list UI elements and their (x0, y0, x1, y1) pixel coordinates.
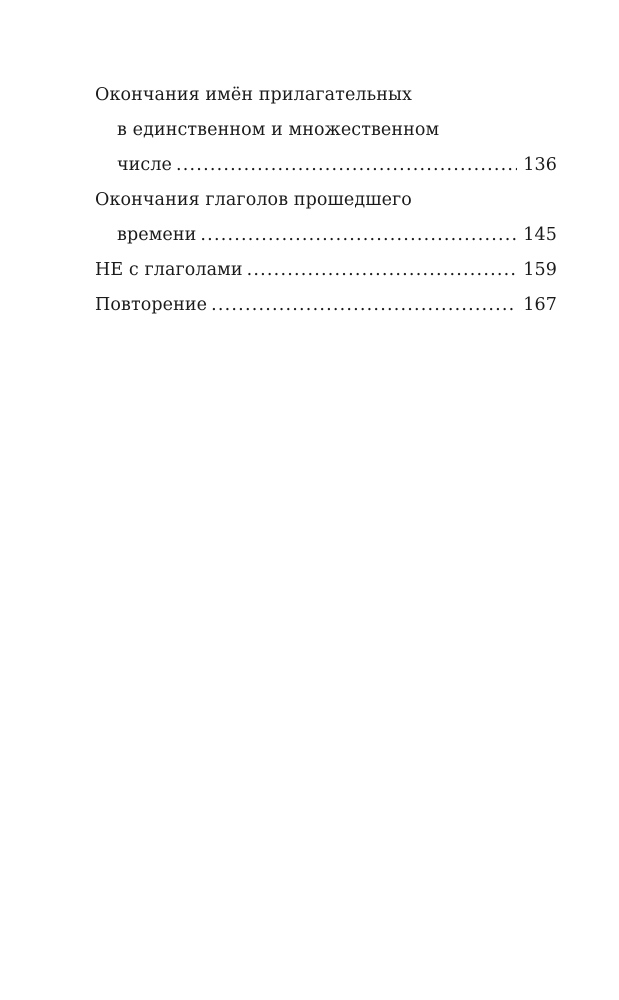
toc-entry-last-line (95, 148, 557, 183)
toc-page-number: 159 (523, 260, 557, 280)
toc-page-number: 145 (523, 225, 557, 245)
toc-entry-review[interactable] (95, 288, 557, 323)
toc-entry-title: НЕ с глаголами (95, 260, 243, 280)
toc-entry-title: в единственном и множественном (117, 120, 440, 140)
toc-entry-title: Окончания имён прилагательных (95, 85, 413, 105)
dot-leader (211, 288, 517, 323)
toc-entry-title: числе (117, 155, 173, 175)
toc-page-number: 167 (523, 295, 557, 315)
table-of-contents (95, 78, 557, 323)
toc-entry-title-line (95, 78, 557, 113)
toc-entry-title-line (95, 183, 557, 218)
dot-leader (200, 218, 517, 253)
dot-leader (247, 253, 518, 288)
toc-entry-adjective-endings[interactable] (95, 78, 557, 183)
toc-page-number: 136 (523, 155, 557, 175)
toc-entry-last-line (95, 288, 557, 323)
toc-entry-title-line (95, 113, 557, 148)
toc-entry-ne-with-verbs[interactable] (95, 253, 557, 288)
toc-entry-last-line (95, 218, 557, 253)
toc-entry-title: времени (117, 225, 197, 245)
toc-entry-title: Окончания глаголов прошедшего (95, 190, 412, 210)
toc-entry-title: Повторение (95, 295, 208, 315)
dot-leader (176, 148, 517, 183)
toc-entry-last-line (95, 253, 557, 288)
toc-entry-past-tense-verb-endings[interactable] (95, 183, 557, 253)
